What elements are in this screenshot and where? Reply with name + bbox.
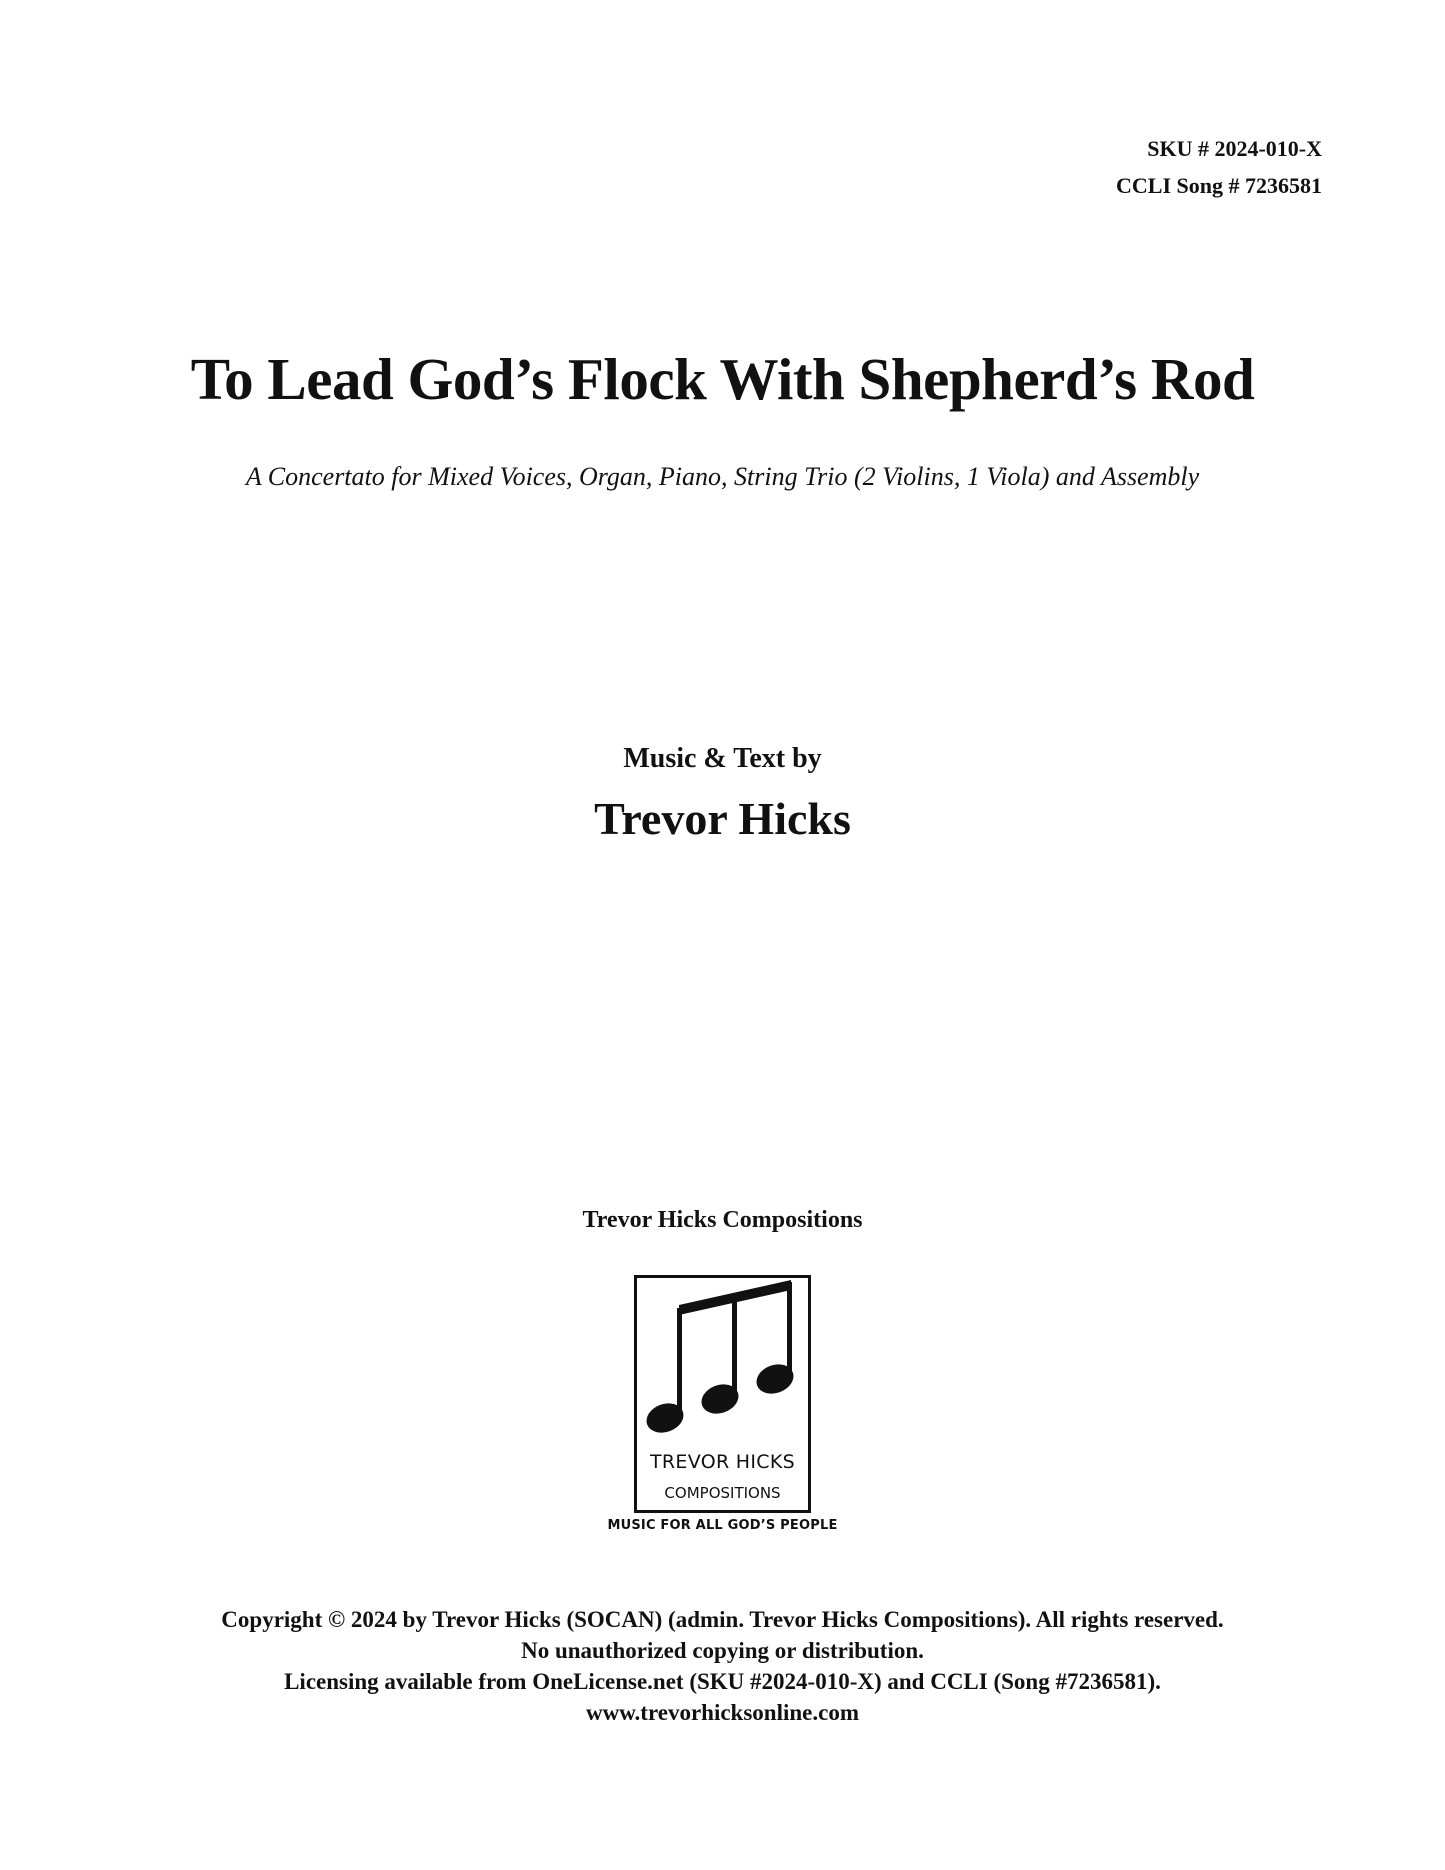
logo-text-line2: COMPOSITIONS (664, 1484, 781, 1502)
website-url: www.trevorhicksonline.com (585, 1700, 859, 1725)
composer-name: Trevor Hicks (594, 793, 851, 844)
logo-text-line1: TREVOR HICKS (650, 1451, 795, 1473)
publisher-logo (634, 1275, 811, 1513)
catalog-info (1116, 130, 1322, 204)
copying-notice: No unauthorized copying or distribution. (521, 1638, 924, 1663)
page-title: To Lead God’s Flock With Shepherd’s Rod (190, 346, 1255, 412)
music-notes-icon (637, 1278, 808, 1510)
publisher-name: Trevor Hicks Compositions (582, 1207, 863, 1233)
licensing-line: Licensing available from OneLicense.net (SKU #2024-010-X) and CCLI (Song #7236581). (284, 1669, 1161, 1694)
ccli-number: CCLI Song # 7236581 (1116, 173, 1322, 198)
copyright-notice (0, 1604, 1445, 1728)
logo-tagline: MUSIC FOR ALL GOD’S PEOPLE (607, 1518, 838, 1533)
sku-number: SKU # 2024-010-X (1147, 136, 1322, 161)
subtitle: A Concertato for Mixed Voices, Organ, Piano, String Trio (2 Violins, 1 Viola) and Assembly (245, 462, 1200, 491)
copyright-line: Copyright © 2024 by Trevor Hicks (SOCAN) (admin. Trevor Hicks Compositions). All rights reserved. (221, 1607, 1224, 1632)
credit-label: Music & Text by (623, 743, 822, 774)
